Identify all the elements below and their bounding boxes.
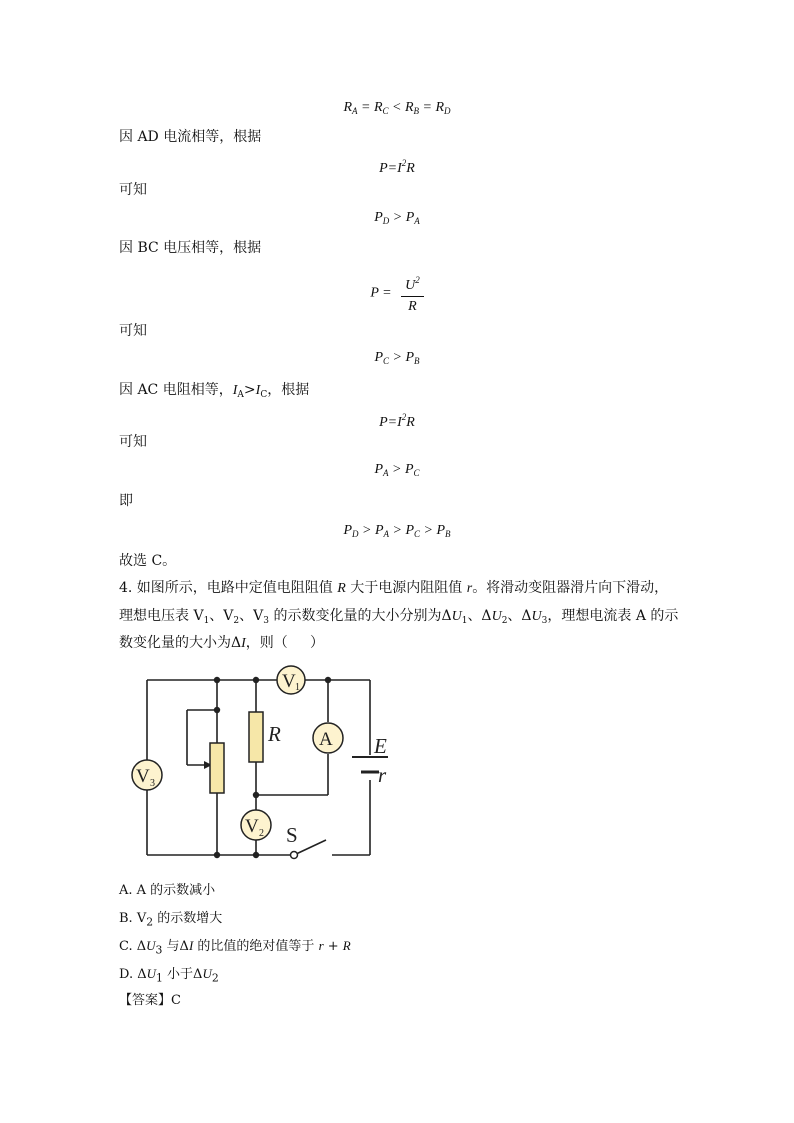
- answer: [119, 992, 181, 1010]
- eq4-fraction: $\frac{U^2}{R}$: [401, 270, 424, 317]
- svg-text:1: 1: [295, 682, 300, 693]
- equation-power-i2r-1: $P=I^2R$: [379, 158, 415, 176]
- text-line-4: 可知: [119, 323, 147, 339]
- text-line-3: 因 BC 电压相等，根据: [119, 240, 262, 256]
- text-line-2: 可知: [119, 182, 147, 198]
- equation-pc-gt-pb: $P_C > P_B$: [374, 350, 420, 366]
- question-4-line-3: 数变化量的大小为ΔI，则（ ）: [119, 635, 325, 651]
- answer-label: 【答案】: [119, 993, 172, 1008]
- svg-text:V: V: [282, 671, 296, 692]
- option-a: A. A 的示数减小: [119, 883, 216, 898]
- circuit-diagram: [120, 660, 410, 870]
- equation-power-u2-over-r: [0, 270, 794, 317]
- svg-text:A: A: [319, 729, 333, 750]
- switch-pivot: [291, 852, 298, 859]
- text-line-5: 因 AC 电阻相等，$I_A>I_C$，根据: [119, 382, 310, 400]
- question-4-line-1: 4. 如图所示，电路中定值电阻阻值 R 大于电源内阻阻值 r。将滑动变阻器滑片向下滑动，: [119, 580, 669, 596]
- option-c: C. $\Delta U_3$ 与ΔI 的比值的绝对值等于 r + R: [119, 938, 351, 957]
- svg-text:V: V: [245, 816, 259, 837]
- text-line-1: 因 AD 电流相等，根据: [119, 129, 262, 145]
- label-internal-r: r: [378, 763, 387, 787]
- label-r: R: [268, 722, 281, 746]
- eq4-lhs: P =: [370, 285, 392, 301]
- equation-resistance-relation: $R_A = R_C < R_B = R_D$: [343, 100, 451, 116]
- equation-power-order: $P_D > P_A > P_C > P_B$: [343, 523, 451, 539]
- equation-pd-gt-pa: $P_D > P_A$: [374, 210, 420, 226]
- svg-text:3: 3: [150, 778, 155, 789]
- equation-pa-gt-pc: $P_A > P_C$: [374, 462, 420, 478]
- option-d: D. $\Delta U_1$ 小于$\Delta U_2$: [119, 966, 219, 985]
- resistor-r: [249, 712, 263, 762]
- rheostat: [210, 743, 224, 793]
- text-line-6: 可知: [119, 434, 147, 450]
- equation-power-i2r-2: $P=I^2R$: [379, 412, 415, 430]
- label-e: E: [374, 734, 387, 758]
- question-4-line-2: 理想电压表 $V_1$、$V_2$、$V_3$ 的示数变化量的大小分别为$\Delta U_1$、$\Delta U_2$、$\Delta U_3$，理想电流表 A 的示: [119, 608, 679, 626]
- option-b: B. $V_2$ 的示数增大: [119, 911, 223, 929]
- label-s: S: [286, 823, 298, 847]
- text-line-8: 故选 C。: [119, 553, 177, 569]
- answer-value: C: [171, 993, 181, 1008]
- text-line-7: 即: [119, 493, 133, 509]
- svg-text:2: 2: [259, 828, 264, 839]
- svg-text:V: V: [136, 766, 150, 787]
